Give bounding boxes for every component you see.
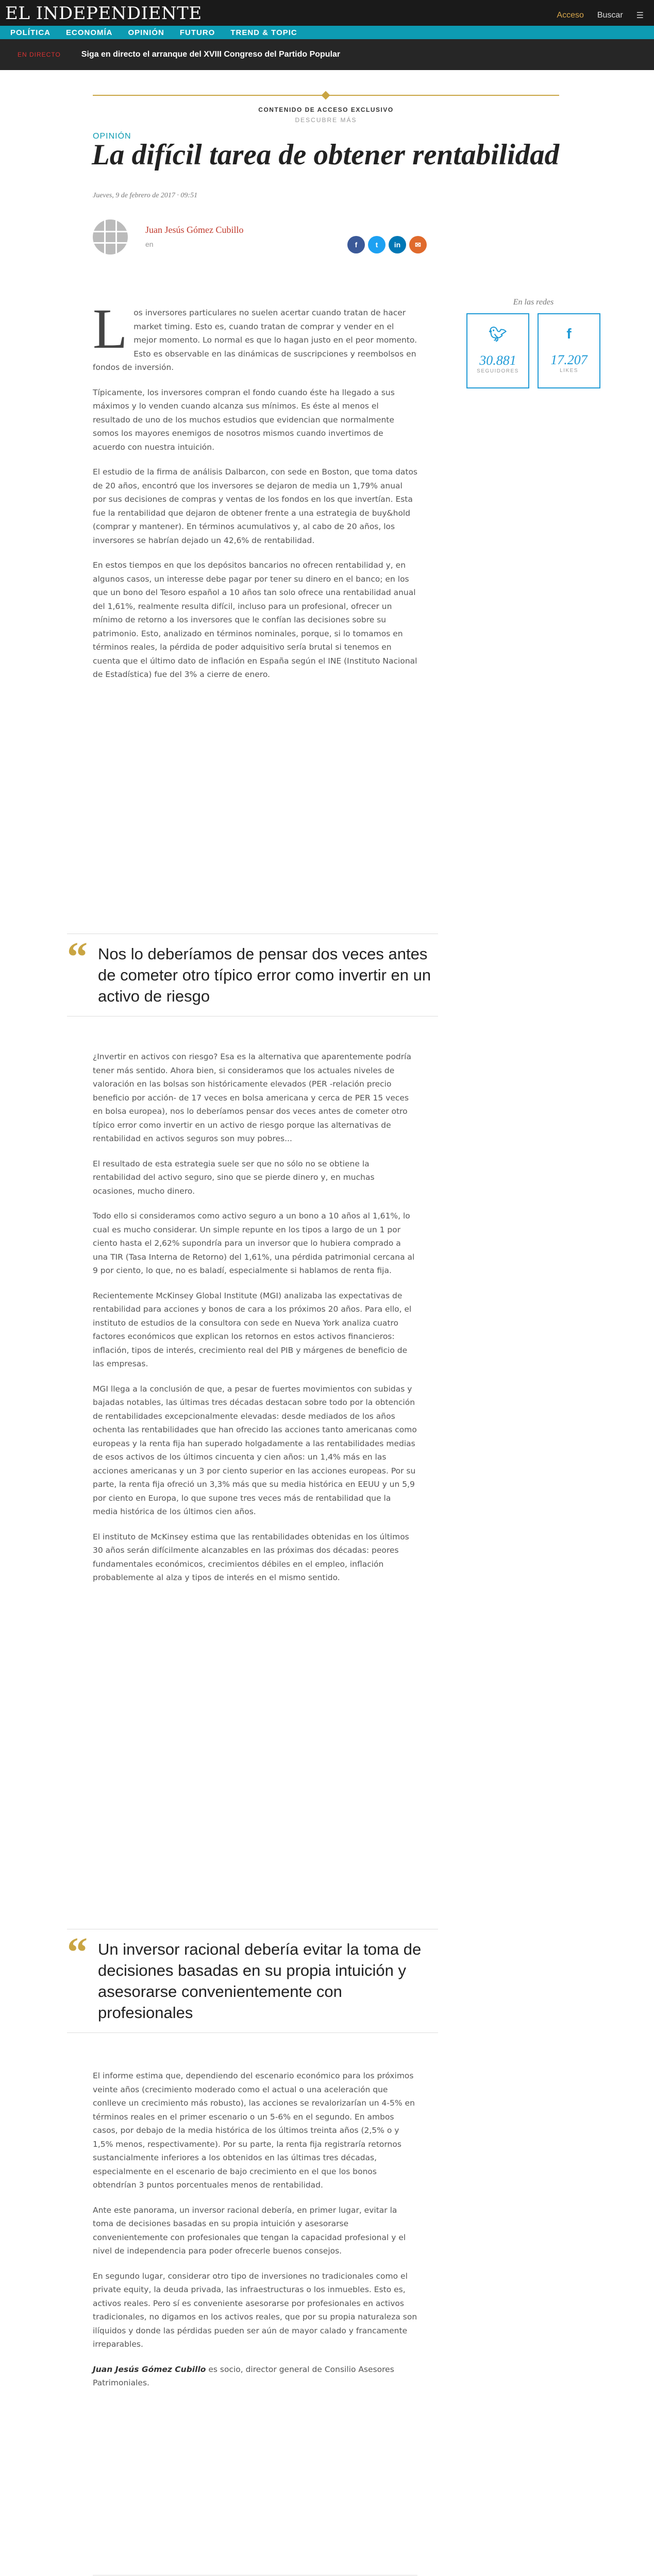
paragraph: El estudio de la firma de análisis Dalbarcon, con sede en Boston, que toma datos de 20 años, encontró que los inversores se dejaron de media un 1,79% anual por sus decisiones de compras y ventas de los fondos en los que invertían. Esta fue la rentabilidad que dejaron de obtener frente a una estrategia de buy&hold (comprar y mantener). En términos acumulativos y, al cabo de 20 años, los inversores se habrían dejado un 42,6% de rentabilidad.: [93, 467, 417, 545]
author-signature: Juan Jesús Gómez Cubillo es socio, director general de Consilio Asesores Patrimoniales.: [93, 2364, 394, 2387]
search-link[interactable]: Buscar: [597, 11, 623, 20]
linkedin-share-icon[interactable]: in: [389, 236, 406, 253]
twitter-count: 30.881: [479, 353, 516, 368]
paragraph: El informe estima que, dependiendo del escenario económico para los próximos veinte años (crecimiento moderado como el actual o una aceleración que conlleve un crecimiento más robusto), las acciones se revalorizarían un 4-5% en términos reales en el primer escenario o un 5-6% en el segundo. En ambos casos, por debajo de la media histórica de los últimos treinta años (2,5% o y 1,5% menos, respectivamente). Por su parte, la renta fija registraría retornos sustancialmente inferiores a los obtenidos en las últimas tres décadas, especialmente en el escenario de bajo crecimiento en el que los bonos obtendrían 3 puntos porcentuales menos de rentabilidad.: [93, 2071, 415, 2190]
share-buttons: [347, 236, 427, 253]
social-sidebar: [461, 298, 606, 374]
facebook-count: 17.207: [550, 352, 588, 367]
facebook-follow-box[interactable]: [538, 313, 600, 388]
paragraph: Los inversores particulares no suelen acertar cuando tratan de hacer market timing. Esto es, cuando tratan de comprar y vender en el mejor momento. Lo normal es que lo hagan justo en el peor momento. Esto es observable en las dinámicas de suscripciones y reembolsos en fondos de inversión.: [93, 297, 417, 372]
author-name[interactable]: Juan Jesús Gómez Cubillo: [145, 225, 244, 235]
paragraph: Típicamente, los inversores compran el fondo cuando éste ha llegado a sus máximos y lo venden cuando alcanza sus mínimos. Es éste al menos el resultado de uno de los muchos estudios que evidencian que normalmente somos los mayores enemigos de nosotros mismos cuando invertimos de acuerdo con nuestra intuición.: [93, 387, 395, 452]
live-tag: EN DIRECTO: [18, 51, 61, 58]
facebook-share-icon[interactable]: f: [347, 236, 365, 253]
nav-futuro[interactable]: FUTURO: [179, 28, 215, 37]
pull-quote: [67, 934, 438, 1016]
author-avatar[interactable]: [93, 219, 128, 255]
twitter-icon: 🐦︎: [489, 326, 507, 342]
access-link[interactable]: Acceso: [557, 11, 584, 20]
paragraph: En estos tiempos en que los depósitos bancarios no ofrecen rentabilidad y, en algunos casos, un interesse debe pagar por tener su dinero en el banco; en los que un bono del Tesoro español a 10 años tan solo ofrece una rentabilidad anual del 1,61%, realmente resulta difícil, incluso para un profesional, ofrecer un mínimo de retorno a los inversores que le confían las decisiones sobre su patrimonio. Esto, analizado en términos nominales, porque, si lo tomamos en términos reales, la pérdida de poder adquisitivo sería brutal si tenemos en cuenta que el último dato de inflación en España según el INE (Instituto Nacional de Estadística) fue del 3% a cierre de enero.: [93, 561, 417, 679]
nav-politica[interactable]: POLÍTICA: [10, 28, 51, 37]
pull-quote: [67, 1929, 438, 2033]
article-title: La difícil tarea de obtener rentabilidad: [92, 139, 560, 171]
email-share-icon[interactable]: ✉: [409, 236, 427, 253]
exclusive-label: CONTENIDO DE ACCESO EXCLUSIVO: [258, 106, 394, 113]
main-nav: [0, 26, 654, 39]
menu-icon[interactable]: ☰: [636, 11, 644, 20]
paragraph: MGI llega a la conclusión de que, a pesar de fuertes movimientos con subidas y bajadas notables, las últimas tres décadas destacan sobre todo por la obtención de rentabilidades excepcionalmente elevadas: desde mediados de los años ochenta las rentabilidades que han ofrecido las acciones tanto americanas como europeas y la renta fija han superado holgadamente a las rentabilidades medias de esos activos de los últimos cincuenta y cien años: un 1,4% más en las acciones americanas y un 3 por ciento superior en las acciones europeas. Por su parte, la renta fija ofreció un 3,3% más que su media histórica en EEUU y un 5,9 por ciento en Europa, lo que supone tres veces más de rentabilidad que la media histórica de los últimos cien años.: [93, 1384, 417, 1516]
paragraph: El resultado de esta estrategia suele ser que no sólo no se obtiene la rentabilidad del activo seguro, sino que se pierde dinero y, en muchas ocasiones, mucho dinero.: [93, 1159, 375, 1196]
quote-mark-icon: “: [67, 935, 88, 980]
article-body-2: [93, 1050, 417, 1585]
exclusive-banner[interactable]: [93, 95, 559, 124]
twitter-follow-box[interactable]: [466, 313, 529, 388]
live-bar[interactable]: [0, 39, 654, 70]
author-sub: en: [145, 240, 154, 248]
paragraph: Recientemente McKinsey Global Institute (MGI) analizaba las expectativas de rentabilidad para acciones y bonos de cara a los próximos 20 años. Para ello, el instituto de estudios de la consultora con sede en Nueva York analiza cuatro factores económicos que explican los retornos en estos activos financieros: inflación, tipos de interés, crecimiento real del PIB y márgenes de beneficio de las empresas.: [93, 1291, 412, 1368]
paragraph: Ante este panorama, un inversor racional debería, en primer lugar, evitar la toma de decisiones basadas en su propia intuición y asesorarse convenientemente con profesionales que tengan la capacidad profesional y el nivel de independencia para poder ofrecerle buenos consejos.: [93, 2205, 406, 2256]
article-body-1: [93, 297, 417, 682]
nav-economia[interactable]: ECONOMÍA: [66, 28, 113, 37]
paragraph: Todo ello si consideramos como activo seguro a un bono a 10 años al 1,61%, lo cual es mucho considerar. Un simple repunte en los tipos a largo de un 1 por ciento hasta el 2,62% supondría para un inversor que lo hubiera comprado a una TIR (Tasa Interna de Retorno) del 1,61%, una pérdida patrimonial cercana al 9 por ciento, lo que, no es baladí, especialmente si hablamos de renta fija.: [93, 1211, 415, 1275]
paragraph: El instituto de McKinsey estima que las rentabilidades obtenidas en los últimos 30 años serán difícilmente alcanzables en las próximas dos décadas: peores fundamentales económicos, crecimientos débiles en el empleo, inflación probablemente al alza y tipos de interés en el mismo sentido.: [93, 1532, 409, 1582]
facebook-label: LIKES: [560, 368, 578, 374]
section-label[interactable]: OPINIÓN: [93, 132, 131, 141]
site-logo[interactable]: EL INDEPENDIENTE: [5, 3, 202, 24]
top-actions: [557, 10, 644, 21]
paragraph: ¿Invertir en activos con riesgo? Esa es la alternativa que aparentemente podría tener más sentido. Ahora bien, si consideramos que los actuales niveles de valoración en las bolsas son históricamente elevados (PER -relación precio beneficio por acción- de 17 veces en bolsa americana y cerca de PER 15 veces en bolsa europea), nos lo deberíamos pensar dos veces antes de cometer otro típico error como invertir en un activo de riesgo porque las alternativas de rentabilidad en activos seguros son muy pobres...: [93, 1052, 411, 1143]
nav-opinion[interactable]: OPINIÓN: [128, 28, 164, 37]
top-bar: [0, 0, 654, 39]
paragraph: En segundo lugar, considerar otro tipo de inversiones no tradicionales como el private equity, la deuda privada, las infraestructuras o los inmuebles. Esto es, activos reales. Pero sí es conveniente asesorarse por profesionales en activos tradicionales, no digamos en los activos reales, que por su propia naturaleza son ilíquidos y donde las pérdidas pueden ser aún de mayor calado y francamente irreparables.: [93, 2271, 417, 2349]
nav-trend-topic[interactable]: TREND & TOPIC: [230, 28, 297, 37]
facebook-icon: f: [566, 326, 572, 342]
twitter-label: SEGUIDORES: [477, 368, 519, 374]
twitter-share-icon[interactable]: t: [368, 236, 385, 253]
social-heading: En las redes: [513, 298, 554, 307]
quote-mark-icon: “: [67, 1930, 88, 1975]
discover-more-link[interactable]: DESCUBRE MÁS: [295, 116, 357, 124]
dateline: Jueves, 9 de febrero de 2017 · 09:51: [93, 192, 198, 199]
pull-quote-text: Nos lo deberíamos de pensar dos veces antes de cometer otro típico error como invertir en un activo de riesgo: [98, 945, 431, 1005]
pull-quote-text: Un inversor racional debería evitar la toma de decisiones basadas en su propia intuición y asesorarse convenientemente con profesionales: [98, 1940, 422, 2022]
diamond-icon: [322, 91, 330, 100]
dropcap: L: [93, 297, 128, 360]
article-body-3: [93, 2069, 417, 2390]
live-text[interactable]: Siga en directo el arranque del XVIII Congreso del Partido Popular: [81, 50, 341, 59]
